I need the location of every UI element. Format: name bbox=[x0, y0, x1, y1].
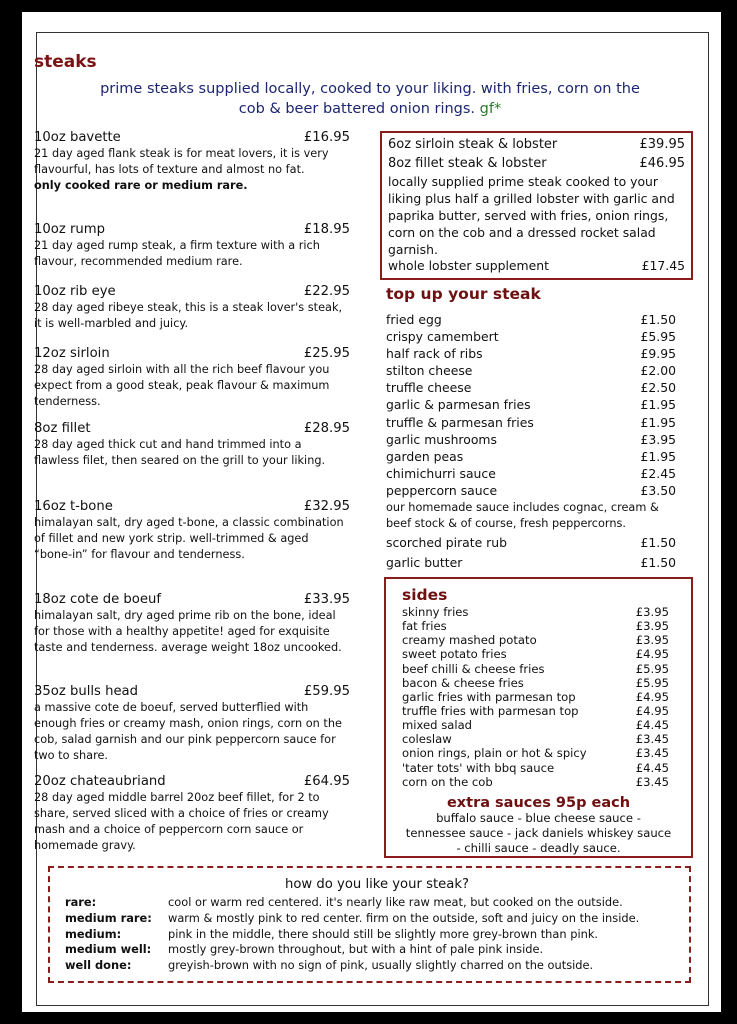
topup-item bbox=[386, 379, 676, 396]
topup-name: half rack of ribs bbox=[386, 346, 483, 362]
doneness-text: cool or warm red centered. it's nearly like raw meat, but cooked on the outside. bbox=[168, 895, 623, 909]
topup-name: chimichurri sauce bbox=[386, 465, 496, 481]
topup-price: £2.50 bbox=[640, 380, 676, 396]
sides-box bbox=[384, 577, 693, 858]
steak-price: £59.95 bbox=[303, 684, 350, 699]
topup-price: £1.95 bbox=[640, 448, 676, 464]
doneness-row bbox=[65, 958, 689, 974]
topup-item bbox=[386, 396, 676, 413]
steak-price: £64.95 bbox=[303, 774, 350, 789]
steak-item bbox=[34, 221, 350, 270]
doneness-label: well done: bbox=[65, 958, 132, 973]
side-price: £3.95 bbox=[635, 633, 669, 648]
steak-price: £18.95 bbox=[303, 222, 350, 237]
steak-name: 16oz t-bone bbox=[34, 499, 113, 514]
sides-heading: sides bbox=[402, 586, 448, 604]
steak-desc: 21 day aged flank steak is for meat lovers, it is very flavourful, has lots of texture and almost no fat. bbox=[34, 147, 329, 176]
doneness-text: mostly grey-brown throughout, but with a hint of pale pink inside. bbox=[168, 942, 544, 957]
steak-item bbox=[34, 683, 350, 764]
steak-desc: 28 day aged ribeye steak, this is a steak lover's steak, it is well-marbled and juicy. bbox=[34, 301, 343, 330]
steak-price: £28.95 bbox=[303, 421, 350, 436]
lobster-item-name: 8oz fillet steak & lobster bbox=[388, 156, 547, 171]
steaks-heading: steaks bbox=[34, 52, 97, 72]
lobster-item-price: £46.95 bbox=[639, 156, 685, 171]
topup-price: £1.95 bbox=[640, 397, 676, 413]
lobster-desc: locally supplied prime steak cooked to your liking plus half a grilled lobster with garlic and paprika butter, served with fries, onion rings, corn on the cob and a dressed rocket salad garnish. bbox=[388, 174, 675, 257]
side-price: £3.45 bbox=[635, 774, 669, 789]
extra-sauces-line: tennessee sauce - jack daniels whiskey sauce bbox=[405, 825, 672, 840]
gluten-free-mark: gf* bbox=[479, 101, 502, 117]
doneness-text: greyish-brown with no sign of pink, usually slightly charred on the outside. bbox=[168, 958, 594, 973]
topup-heading: top up your steak bbox=[386, 285, 541, 303]
steak-name: 12oz sirloin bbox=[34, 346, 110, 361]
doneness-row bbox=[65, 911, 689, 927]
topup-price: £3.50 bbox=[640, 482, 676, 498]
lobster-item bbox=[388, 154, 685, 173]
steak-item bbox=[34, 345, 350, 410]
side-name: mixed salad bbox=[402, 718, 473, 733]
side-item bbox=[402, 746, 691, 760]
side-price: £4.45 bbox=[635, 760, 669, 775]
topup-list bbox=[386, 311, 676, 571]
doneness-label: rare: bbox=[65, 895, 97, 909]
topup-name: garlic & parmesan fries bbox=[386, 397, 531, 413]
steak-desc: 28 day aged middle barrel 20oz beef fillet, for 2 to share, served sliced with a choice of fries or creamy mash and a choice of peppercorn corn sauce or homemade gravy. bbox=[34, 791, 329, 852]
steak-desc: 28 day aged sirloin with all the rich beef flavour you expect from a good steak, peak flavour & maximum tenderness. bbox=[34, 363, 330, 408]
steak-name: 8oz fillet bbox=[34, 421, 91, 436]
topup-price: £1.50 bbox=[640, 555, 676, 571]
topup-price: £2.00 bbox=[640, 363, 676, 379]
doneness-title: how do you like your steak? bbox=[285, 877, 469, 892]
steak-item bbox=[34, 591, 350, 656]
side-name: truffle fries with parmesan top bbox=[402, 703, 579, 718]
side-name: fat fries bbox=[402, 619, 447, 634]
topup-item bbox=[386, 328, 676, 345]
steak-item bbox=[34, 420, 350, 469]
topup-price: £1.95 bbox=[640, 414, 676, 430]
side-price: £5.95 bbox=[635, 675, 669, 690]
side-name: garlic fries with parmesan top bbox=[402, 689, 576, 704]
topup-item bbox=[386, 534, 676, 551]
side-item bbox=[402, 647, 691, 661]
topup-name: garlic butter bbox=[386, 555, 463, 571]
steak-name: 20oz chateaubriand bbox=[34, 774, 166, 789]
side-name: creamy mashed potato bbox=[402, 633, 537, 648]
doneness-guide bbox=[48, 866, 691, 983]
peppercorn-note: our homemade sauce includes cognac, cream & beef stock & of course, fresh peppercorns. bbox=[386, 501, 659, 530]
side-name: skinny fries bbox=[402, 605, 469, 619]
steak-name: 10oz bavette bbox=[34, 130, 121, 145]
doneness-text: warm & mostly pink to red center. firm on the outside, soft and juicy on the inside. bbox=[168, 910, 640, 925]
steak-price: £22.95 bbox=[303, 284, 350, 299]
side-price: £4.95 bbox=[635, 689, 669, 704]
side-item bbox=[402, 619, 691, 633]
steak-name: 35oz bulls head bbox=[34, 684, 139, 699]
doneness-row bbox=[65, 895, 689, 911]
side-price: £4.45 bbox=[635, 718, 669, 733]
doneness-label: medium rare: bbox=[65, 910, 152, 925]
topup-name: fried egg bbox=[386, 312, 442, 327]
steak-item bbox=[34, 773, 350, 854]
topup-price: £5.95 bbox=[640, 329, 676, 345]
topup-name: scorched pirate rub bbox=[386, 535, 507, 551]
side-price: £4.95 bbox=[635, 647, 669, 662]
topup-item bbox=[386, 465, 676, 482]
steaks-intro bbox=[100, 79, 640, 119]
topup-price: £3.95 bbox=[640, 431, 676, 447]
side-name: 'tater tots' with bbq sauce bbox=[402, 760, 555, 775]
topup-item bbox=[386, 554, 676, 571]
side-price: £3.45 bbox=[635, 746, 669, 761]
topup-name: garlic mushrooms bbox=[386, 431, 497, 447]
side-item bbox=[402, 676, 691, 690]
steak-item bbox=[34, 498, 350, 563]
steak-price: £16.95 bbox=[303, 130, 350, 145]
steak-name: 10oz rib eye bbox=[34, 284, 116, 299]
lobster-supplement bbox=[388, 258, 685, 274]
doneness-label: medium: bbox=[65, 926, 122, 941]
topup-name: truffle cheese bbox=[386, 380, 472, 396]
side-item bbox=[402, 633, 691, 647]
side-price: £5.95 bbox=[635, 661, 669, 676]
steak-item bbox=[34, 283, 350, 332]
topup-item bbox=[386, 345, 676, 362]
side-item bbox=[402, 775, 691, 789]
steak-item bbox=[34, 129, 350, 194]
topup-item bbox=[386, 311, 676, 328]
topup-item bbox=[386, 414, 676, 431]
extra-sauces-heading: extra sauces 95p each bbox=[446, 794, 631, 811]
side-item bbox=[402, 718, 691, 732]
side-item bbox=[402, 605, 691, 619]
side-item bbox=[402, 662, 691, 676]
topup-name: peppercorn sauce bbox=[386, 482, 498, 498]
topup-name: crispy camembert bbox=[386, 329, 499, 345]
doneness-label: medium well: bbox=[65, 942, 152, 957]
topup-price: £1.50 bbox=[640, 312, 676, 327]
topup-name: garden peas bbox=[386, 448, 464, 464]
topup-item bbox=[386, 431, 676, 448]
steak-note: only cooked rare or medium rare. bbox=[34, 179, 248, 192]
steak-price: £32.95 bbox=[303, 499, 350, 514]
side-item bbox=[402, 704, 691, 718]
extra-sauces-line: buffalo sauce - blue cheese sauce - bbox=[436, 810, 641, 825]
doneness-row bbox=[65, 942, 689, 958]
side-item bbox=[402, 690, 691, 704]
topup-price: £2.45 bbox=[640, 465, 676, 481]
steak-desc: himalayan salt, dry aged t-bone, a classic combination of fillet and new york strip. well-trimmed & aged “bone-in” for flavour and tenderness. bbox=[34, 516, 344, 561]
side-price: £3.95 bbox=[635, 605, 669, 619]
topup-name: stilton cheese bbox=[386, 363, 473, 379]
steak-desc: 28 day aged thick cut and hand trimmed into a flawless filet, then seared on the grill to your liking. bbox=[34, 438, 326, 467]
steak-price: £25.95 bbox=[303, 346, 350, 361]
side-item bbox=[402, 761, 691, 775]
doneness-row bbox=[65, 927, 689, 943]
steak-name: 18oz cote de boeuf bbox=[34, 592, 161, 607]
side-price: £3.95 bbox=[635, 619, 669, 634]
side-name: beef chilli & cheese fries bbox=[402, 661, 545, 676]
steak-name: 10oz rump bbox=[34, 222, 105, 237]
side-name: onion rings, plain or hot & spicy bbox=[402, 746, 587, 761]
topup-name: truffle & parmesan fries bbox=[386, 414, 534, 430]
lobster-item-price: £39.95 bbox=[639, 137, 685, 152]
side-name: coleslaw bbox=[402, 732, 452, 747]
side-name: corn on the cob bbox=[402, 774, 493, 789]
topup-item bbox=[386, 362, 676, 379]
topup-price: £1.50 bbox=[640, 535, 676, 551]
steak-desc: 21 day aged rump steak, a firm texture with a rich flavour, recommended medium rare. bbox=[34, 239, 320, 268]
side-price: £4.95 bbox=[635, 703, 669, 718]
side-name: sweet potato fries bbox=[402, 647, 507, 662]
supplement-name: whole lobster supplement bbox=[388, 258, 549, 273]
lobster-item bbox=[388, 135, 685, 154]
surf-and-turf-box bbox=[380, 131, 693, 280]
intro-text: prime steaks supplied locally, cooked to your liking. with fries, corn on the cob & beer battered onion rings. bbox=[100, 81, 640, 117]
extra-sauces-line: - chilli sauce - deadly sauce. bbox=[456, 840, 621, 855]
steak-desc: a massive cote de boeuf, served butterflied with enough fries or creamy mash, onion rings, corn on the cob, salad garnish and our pink peppercorn sauce for two to share. bbox=[34, 701, 342, 762]
supplement-price: £17.45 bbox=[641, 258, 685, 273]
doneness-text: pink in the middle, there should still be slightly more grey-brown than pink. bbox=[168, 926, 599, 941]
topup-item bbox=[386, 482, 676, 499]
lobster-item-name: 6oz sirloin steak & lobster bbox=[388, 137, 558, 152]
topup-price: £9.95 bbox=[640, 346, 676, 362]
steak-price: £33.95 bbox=[303, 592, 350, 607]
side-price: £3.45 bbox=[635, 732, 669, 747]
steak-desc: himalayan salt, dry aged prime rib on the bone, ideal for those with a healthy appetite! aged for exquisite taste and tenderness. average weight 18oz uncooked. bbox=[34, 609, 342, 654]
side-item bbox=[402, 732, 691, 746]
side-name: bacon & cheese fries bbox=[402, 675, 524, 690]
topup-item bbox=[386, 448, 676, 465]
